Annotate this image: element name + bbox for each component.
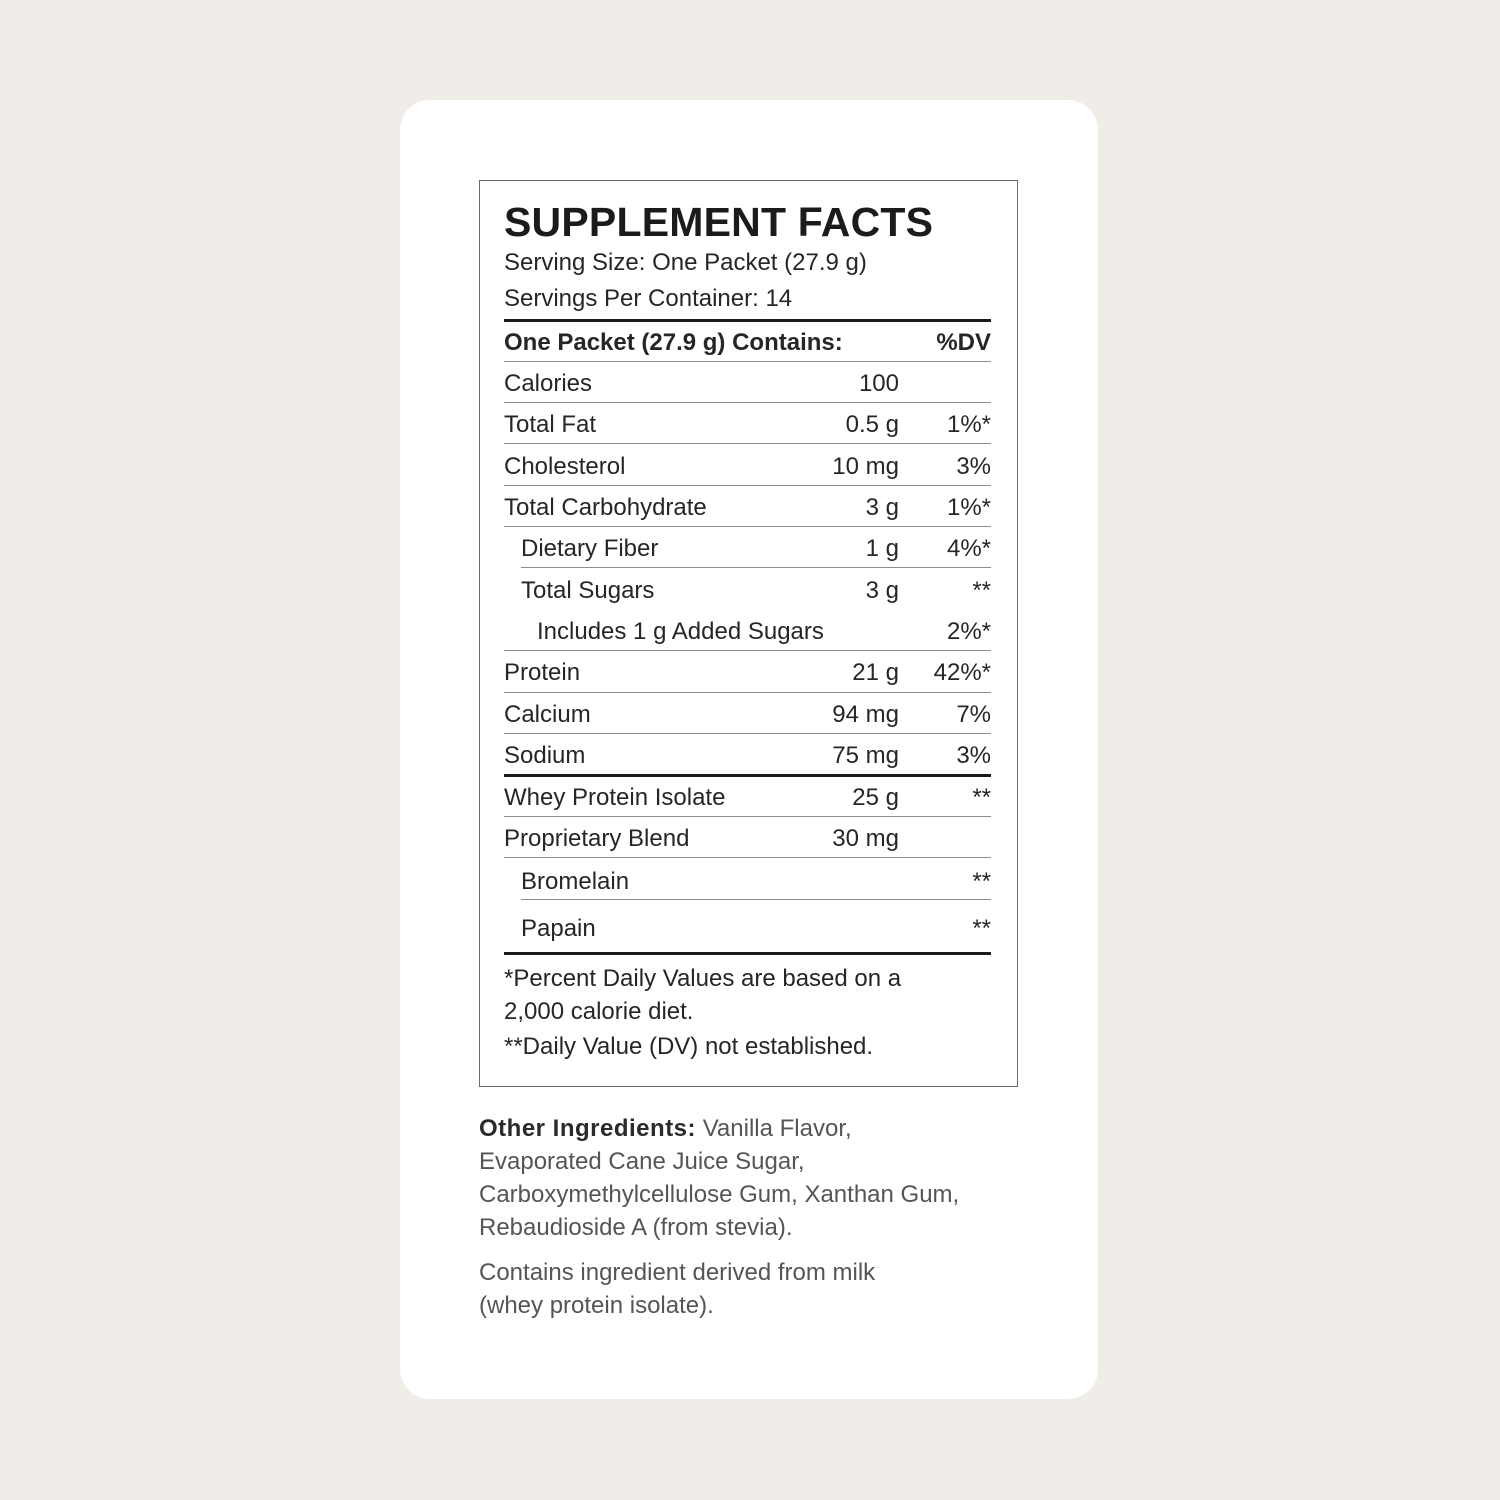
table-row [504,571,991,612]
table-row [504,405,991,446]
row-divider [504,650,991,651]
nutrient-name: Cholesterol [504,453,626,480]
row-divider [504,526,991,527]
serving-size: Serving Size: One Packet (27.9 g) [504,249,867,276]
row-divider [504,816,991,817]
footer-rule [504,952,991,955]
contains-header-label: One Packet (27.9 g) Contains: [504,329,843,356]
nutrient-amount: 3 g [865,494,899,521]
table-row [504,488,991,529]
header-rule [504,319,991,322]
table-row [504,736,991,777]
other-ingredients-section [479,1112,979,1334]
table-row [504,447,991,488]
nutrient-name: Includes 1 g Added Sugars [537,618,824,645]
contains-header-row [504,323,991,364]
nutrient-dv: 2%* [946,618,991,645]
nutrient-amount: 100 [858,370,899,397]
ingredient-amount: 25 g [852,784,899,811]
nutrient-amount: 0.5 g [845,411,899,438]
other-ingredients [479,1112,979,1244]
row-divider [504,733,991,734]
table-row [504,653,991,694]
panel-title: SUPPLEMENT FACTS [504,199,934,245]
table-row [504,364,991,405]
row-divider [504,402,991,403]
table-row [504,695,991,736]
nutrient-dv: 7% [956,701,991,728]
nutrient-amount: 10 mg [832,453,899,480]
nutrient-amount: 3 g [865,577,899,604]
ingredient-dv: ** [972,784,991,811]
table-row [504,612,991,653]
row-divider [504,443,991,444]
nutrient-dv: 4%* [946,535,991,562]
other-ingredients-text: Vanilla Flavor, Evaporated Cane Juice Sugar, Carboxymethylcellulose Gum, Xanthan Gum, Rebaudioside A (from stevia). [479,1115,960,1241]
nutrient-name: Dietary Fiber [521,535,659,562]
ingredient-dv: ** [972,868,991,895]
row-divider [521,899,991,900]
nutrient-dv: 1%* [946,411,991,438]
nutrient-name: Calcium [504,701,591,728]
nutrient-dv: 1%* [946,494,991,521]
ingredient-name: Proprietary Blend [504,825,690,852]
other-ingredients-label: Other Ingredients: [479,1115,697,1142]
table-row [504,862,991,903]
nutrient-dv: 3% [956,453,991,480]
footnote-percent-dv: *Percent Daily Values are based on a 2,000 calorie diet. [504,965,902,1025]
nutrient-amount: 75 mg [832,742,899,769]
table-row [504,819,991,860]
footnote-dv-not-established: **Daily Value (DV) not established. [504,1033,874,1060]
nutrient-name: Total Carbohydrate [504,494,707,521]
table-row [504,778,991,819]
table-row [504,529,991,570]
ingredient-name: Papain [521,915,596,942]
row-divider [504,857,991,858]
table-row [504,909,991,950]
nutrient-amount: 21 g [852,659,899,686]
nutrient-dv: ** [972,577,991,604]
nutrient-amount: 94 mg [832,701,899,728]
dv-header-label: %DV [936,329,991,356]
section-rule [504,774,991,777]
ingredient-dv: ** [972,915,991,942]
nutrient-amount: 1 g [865,535,899,562]
ingredient-name: Bromelain [521,868,630,895]
nutrient-name: Calories [504,370,593,397]
servings-per-container: Servings Per Container: 14 [504,285,793,312]
ingredient-amount: 30 mg [832,825,899,852]
nutrient-dv: 42%* [933,659,991,686]
ingredient-name: Whey Protein Isolate [504,784,726,811]
row-divider [521,567,991,568]
row-divider [504,692,991,693]
nutrient-name: Sodium [504,742,586,769]
supplement-facts-panel [479,180,1018,1087]
nutrient-dv: 3% [956,742,991,769]
nutrient-name: Total Sugars [521,577,655,604]
allergen-statement: Contains ingredient derived from milk (whey protein isolate). [479,1259,876,1319]
nutrient-name: Protein [504,659,581,686]
row-divider [504,361,991,362]
row-divider [504,485,991,486]
nutrient-name: Total Fat [504,411,597,438]
